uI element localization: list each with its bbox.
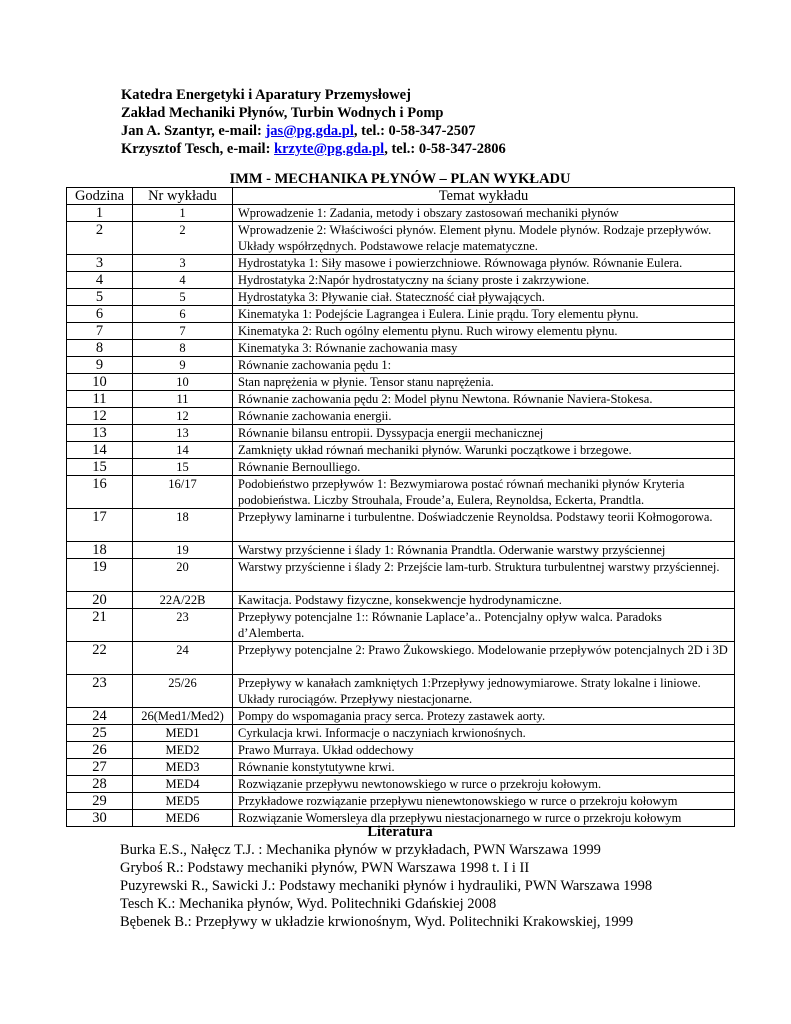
- hour-cell: 18: [67, 542, 133, 559]
- lecture-number-cell: 15: [133, 459, 233, 476]
- topic-cell: Przepływy w kanałach zamkniętych 1:Przepływy jednowymiarowe. Straty lokalne i liniowe. Układy rurociągów. Przepływy niestacjonarne.: [233, 675, 735, 708]
- literature-item: Tesch K.: Mechanika płynów, Wyd. Politechniki Gdańskiej 2008: [120, 896, 497, 912]
- table-row: [67, 542, 735, 559]
- lecture-number-cell: 24: [133, 642, 233, 675]
- table-row: [67, 725, 735, 742]
- contact-szantyr-name: Jan A. Szantyr, e-mail:: [121, 123, 266, 139]
- table-row: [67, 306, 735, 323]
- table-row: [67, 357, 735, 374]
- hour-cell: 3: [67, 255, 133, 272]
- table-row: [67, 272, 735, 289]
- lecture-number-cell: 26(Med1/Med2): [133, 708, 233, 725]
- hour-cell: 17: [67, 509, 133, 542]
- literature-item: Burka E.S., Nałęcz T.J. : Mechanika płynów w przykładach, PWN Warszawa 1999: [120, 842, 601, 858]
- lecture-number-cell: 4: [133, 272, 233, 289]
- table-row: [67, 425, 735, 442]
- table-row: [67, 476, 735, 509]
- lecture-number-cell: 16/17: [133, 476, 233, 509]
- division-name: Zakład Mechaniki Płynów, Turbin Wodnych i Pomp: [121, 105, 444, 121]
- email-link-szantyr[interactable]: jas@pg.gda.pl: [265, 123, 354, 139]
- topic-cell: Kinematyka 1: Podejście Lagrangea i Eulera. Linie prądu. Tory elementu płynu.: [233, 306, 735, 323]
- topic-cell: Równanie zachowania pędu 1:: [233, 357, 735, 374]
- table-header-row: [67, 188, 735, 205]
- lecture-number-cell: 3: [133, 255, 233, 272]
- department-name: Katedra Energetyki i Aparatury Przemysłowej: [121, 87, 411, 103]
- table-row: [67, 442, 735, 459]
- column-header-topic: Temat wykładu: [233, 188, 735, 205]
- topic-cell: Prawo Murraya. Układ oddechowy: [233, 742, 735, 759]
- table-row: [67, 509, 735, 542]
- topic-cell: Warstwy przyścienne i ślady 2: Przejście lam-turb. Struktura turbulentnej warstwy przyściennej.: [233, 559, 735, 592]
- contact-tesch-name: Krzysztof Tesch, e-mail:: [121, 141, 275, 157]
- table-row: [67, 793, 735, 810]
- lecture-number-cell: MED6: [133, 810, 233, 827]
- table-row: [67, 205, 735, 222]
- table-row: [67, 374, 735, 391]
- lecture-number-cell: 23: [133, 609, 233, 642]
- table-row: [67, 609, 735, 642]
- table-row: [67, 776, 735, 793]
- topic-cell: Kawitacja. Podstawy fizyczne, konsekwencje hydrodynamiczne.: [233, 592, 735, 609]
- literature-section: [66, 823, 734, 931]
- table-row: [67, 323, 735, 340]
- topic-cell: Warstwy przyścienne i ślady 1: Równania Prandtla. Oderwanie warstwy przyściennej: [233, 542, 735, 559]
- literature-item: Bębenek B.: Przepływy w układzie krwionośnym, Wyd. Politechniki Krakowskiej, 1999: [120, 914, 634, 930]
- lecture-number-cell: 14: [133, 442, 233, 459]
- table-row: [67, 340, 735, 357]
- hour-cell: 4: [67, 272, 133, 289]
- lecture-number-cell: 7: [133, 323, 233, 340]
- hour-cell: 9: [67, 357, 133, 374]
- topic-cell: Zamknięty układ równań mechaniki płynów. Warunki początkowe i brzegowe.: [233, 442, 735, 459]
- lecture-number-cell: 22A/22B: [133, 592, 233, 609]
- hour-cell: 8: [67, 340, 133, 357]
- column-header-hour: Godzina: [67, 188, 133, 205]
- table-row: [67, 391, 735, 408]
- literature-item: Gryboś R.: Podstawy mechaniki płynów, PWN Warszawa 1998 t. I i II: [120, 860, 530, 876]
- lecture-number-cell: 12: [133, 408, 233, 425]
- topic-cell: Kinematyka 2: Ruch ogólny elementu płynu. Ruch wirowy elementu płynu.: [233, 323, 735, 340]
- hour-cell: 2: [67, 222, 133, 255]
- hour-cell: 22: [67, 642, 133, 675]
- contact-tesch: [121, 140, 761, 158]
- topic-cell: Hydrostatyka 2:Napór hydrostatyczny na ściany proste i zakrzywione.: [233, 272, 735, 289]
- topic-cell: Pompy do wspomagania pracy serca. Protezy zastawek aorty.: [233, 708, 735, 725]
- hour-cell: 25: [67, 725, 133, 742]
- table-row: [67, 642, 735, 675]
- contact-szantyr-phone: , tel.: 0-58-347-2507: [353, 123, 476, 139]
- hour-cell: 16: [67, 476, 133, 509]
- topic-cell: Stan naprężenia w płynie. Tensor stanu naprężenia.: [233, 374, 735, 391]
- hour-cell: 15: [67, 459, 133, 476]
- contact-tesch-phone: , tel.: 0-58-347-2806: [384, 141, 506, 157]
- hour-cell: 29: [67, 793, 133, 810]
- topic-cell: Równanie zachowania pędu 2: Model płynu Newtona. Równanie Naviera-Stokesa.: [233, 391, 735, 408]
- table-row: [67, 222, 735, 255]
- topic-cell: Cyrkulacja krwi. Informacje o naczyniach krwionośnych.: [233, 725, 735, 742]
- hour-cell: 30: [67, 810, 133, 827]
- table-row: [67, 759, 735, 776]
- table-row: [67, 255, 735, 272]
- hour-cell: 20: [67, 592, 133, 609]
- hour-cell: 26: [67, 742, 133, 759]
- column-header-lecture-number: Nr wykładu: [133, 188, 233, 205]
- lecture-number-cell: MED3: [133, 759, 233, 776]
- table-row: [67, 559, 735, 592]
- topic-cell: Wprowadzenie 1: Zadania, metody i obszary zastosowań mechaniki płynów: [233, 205, 735, 222]
- topic-cell: Równanie bilansu entropii. Dyssypacja energii mechanicznej: [233, 425, 735, 442]
- lecture-number-cell: 13: [133, 425, 233, 442]
- topic-cell: Przepływy laminarne i turbulentne. Doświadczenie Reynoldsa. Podstawy teorii Kołmogorowa.: [233, 509, 735, 542]
- table-row: [67, 742, 735, 759]
- topic-cell: Podobieństwo przepływów 1: Bezwymiarowa postać równań mechaniki płynów Kryteria podobieństwa. Liczby Strouhala, Froude’a, Eulera, Reynoldsa, Eckerta, Prandtla.: [233, 476, 735, 509]
- topic-cell: Wprowadzenie 2: Właściwości płynów. Element płynu. Modele płynów. Rodzaje przepływów. Układy współrzędnych. Podstawowe relacje matematyczne.: [233, 222, 735, 255]
- topic-cell: Przepływy potencjalne 1:: Równanie Laplace’a.. Potencjalny opływ walca. Paradoks d’Alemberta.: [233, 609, 735, 642]
- lecture-number-cell: MED2: [133, 742, 233, 759]
- lecture-number-cell: 20: [133, 559, 233, 592]
- hour-cell: 13: [67, 425, 133, 442]
- topic-cell: Rozwiązanie Womersleya dla przepływu niestacjonarnego w rurce o przekroju kołowym: [233, 810, 735, 827]
- literature-heading: Literatura: [367, 824, 433, 840]
- hour-cell: 23: [67, 675, 133, 708]
- hour-cell: 6: [67, 306, 133, 323]
- lecture-number-cell: 1: [133, 205, 233, 222]
- document-title: IMM - MECHANIKA PŁYNÓW – PLAN WYKŁADU: [229, 171, 571, 187]
- topic-cell: Hydrostatyka 1: Siły masowe i powierzchniowe. Równowaga płynów. Równanie Eulera.: [233, 255, 735, 272]
- hour-cell: 21: [67, 609, 133, 642]
- hour-cell: 14: [67, 442, 133, 459]
- lecture-number-cell: 8: [133, 340, 233, 357]
- topic-cell: Równanie Bernoulliego.: [233, 459, 735, 476]
- topic-cell: Przykładowe rozwiązanie przepływu nienewtonowskiego w rurce o przekroju kołowym: [233, 793, 735, 810]
- lecture-number-cell: 5: [133, 289, 233, 306]
- topic-cell: Równanie konstytutywne krwi.: [233, 759, 735, 776]
- table-row: [67, 708, 735, 725]
- header-block: [121, 86, 761, 158]
- lecture-number-cell: MED1: [133, 725, 233, 742]
- topic-cell: Kinematyka 3: Równanie zachowania masy: [233, 340, 735, 357]
- literature-item: Puzyrewski R., Sawicki J.: Podstawy mechaniki płynów i hydrauliki, PWN Warszawa 1998: [120, 878, 653, 894]
- lecture-number-cell: 9: [133, 357, 233, 374]
- lecture-number-cell: 25/26: [133, 675, 233, 708]
- hour-cell: 10: [67, 374, 133, 391]
- table-row: [67, 592, 735, 609]
- lecture-number-cell: 2: [133, 222, 233, 255]
- hour-cell: 1: [67, 205, 133, 222]
- hour-cell: 28: [67, 776, 133, 793]
- lecture-number-cell: 6: [133, 306, 233, 323]
- topic-cell: Równanie zachowania energii.: [233, 408, 735, 425]
- hour-cell: 12: [67, 408, 133, 425]
- lecture-number-cell: 10: [133, 374, 233, 391]
- hour-cell: 5: [67, 289, 133, 306]
- hour-cell: 24: [67, 708, 133, 725]
- table-row: [67, 675, 735, 708]
- table-row: [67, 408, 735, 425]
- lecture-plan-table: [66, 187, 735, 827]
- hour-cell: 19: [67, 559, 133, 592]
- topic-cell: Rozwiązanie przepływu newtonowskiego w rurce o przekroju kołowym.: [233, 776, 735, 793]
- topic-cell: Hydrostatyka 3: Pływanie ciał. Stateczność ciał pływających.: [233, 289, 735, 306]
- email-link-tesch[interactable]: krzyte@pg.gda.pl: [274, 141, 385, 157]
- contact-szantyr: [121, 122, 761, 140]
- table-row: [67, 459, 735, 476]
- hour-cell: 7: [67, 323, 133, 340]
- topic-cell: Przepływy potencjalne 2: Prawo Żukowskiego. Modelowanie przepływów potencjalnych 2D i 3D: [233, 642, 735, 675]
- lecture-number-cell: 19: [133, 542, 233, 559]
- lecture-number-cell: MED5: [133, 793, 233, 810]
- hour-cell: 27: [67, 759, 133, 776]
- lecture-number-cell: 18: [133, 509, 233, 542]
- table-row: [67, 289, 735, 306]
- hour-cell: 11: [67, 391, 133, 408]
- lecture-number-cell: 11: [133, 391, 233, 408]
- lecture-number-cell: MED4: [133, 776, 233, 793]
